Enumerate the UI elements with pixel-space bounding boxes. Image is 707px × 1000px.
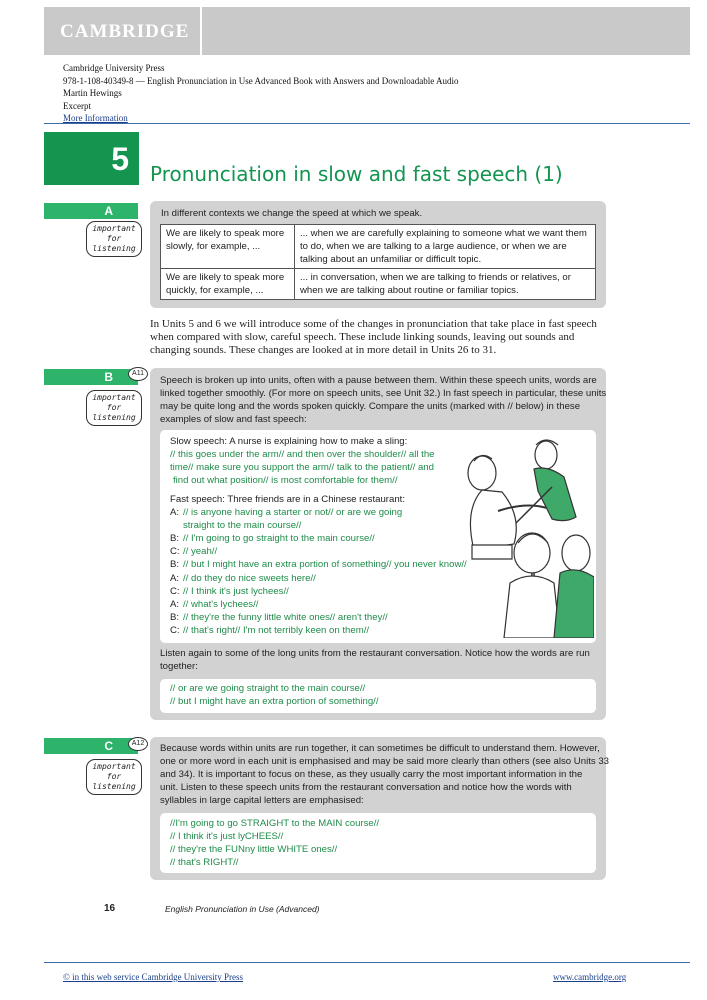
- table-cell: ... in conversation, when we are talking to friends or relatives, or when we are talking about routine or familiar topics.: [295, 269, 596, 300]
- section-b-letter: B: [104, 370, 113, 384]
- dialogue-line: C: // yeah//: [170, 546, 218, 558]
- cambridge-logo: CAMBRIDGE: [60, 21, 190, 42]
- audio-track-a11-icon[interactable]: A11: [128, 367, 148, 381]
- emphasis-examples: //I'm going to go STRAIGHT to the MAIN course// // I think it's just lyCHEES// // they're the FUNny little WHITE ones// // that's RIGHT//: [170, 818, 380, 869]
- dialogue-line: A: // what's lychees//: [170, 598, 259, 610]
- section-c-letter: C: [104, 739, 113, 753]
- excerpt-label: Excerpt: [63, 100, 91, 111]
- unit-title: Pronunciation in slow and fast speech (1): [150, 162, 563, 186]
- isbn-title: 978-1-108-40349-8 — English Pronunciation in Use Advanced Book with Answers and Downloadable Audio: [63, 75, 459, 86]
- website-link[interactable]: www.cambridge.org: [553, 972, 627, 982]
- section-b-tab: [44, 369, 138, 385]
- logo-box: [44, 7, 202, 55]
- run-together-examples: // or are we going straight to the main course// // but I might have an extra portion of something//: [170, 683, 379, 708]
- dialogue-line: A: // do they do nice sweets here//: [170, 572, 316, 584]
- dialogue-line: C: // that's right// I'm not terribly keen on them//: [170, 624, 370, 636]
- publisher: Cambridge University Press: [63, 63, 165, 73]
- footer-rule: [44, 962, 690, 963]
- copyright-link[interactable]: © in this web service Cambridge University Press: [63, 972, 244, 982]
- header-bar: [44, 7, 690, 55]
- table-row: [161, 225, 596, 269]
- book-title: English Pronunciation in Use (Advanced): [165, 904, 320, 914]
- fast-speech-example: [170, 493, 470, 637]
- page-number: 16: [104, 903, 116, 914]
- margin-note-c: important for listening: [86, 759, 142, 795]
- section-a-intro: In different contexts we change the speed at which we speak.: [161, 208, 423, 219]
- table-cell: We are likely to speak more slowly, for example, ...: [161, 225, 295, 269]
- section-a-tab: [44, 203, 138, 219]
- section-b-intro: Speech is broken up into units, often with a pause between them. Within these speech units, words are linked together smoothly. (For more on speech units, see Unit 32.) In fast speech in particular, these units may be quite long and the words spoken quickly. Compare the units (marked with // below) in these examples of slow and fast speech:: [160, 375, 607, 426]
- author: Martin Hewings: [63, 88, 122, 98]
- section-c-tab: [44, 738, 138, 754]
- illustration-nurse-and-diners: [452, 433, 594, 638]
- margin-note-b: important for listening: [86, 390, 142, 426]
- fast-speech-heading: Fast speech: Three friends are in a Chinese restaurant:: [170, 494, 405, 505]
- dialogue-line: C: // I think it's just lychees//: [170, 585, 289, 597]
- body-paragraph: In Units 5 and 6 we will introduce some of the changes in pronunciation that take place in fast speech when compared with slow, careful speech. These include linking sounds, leaving out sounds and changing sounds. These changes are looked at in more detail in Units 26 to 31.: [150, 318, 597, 357]
- more-information-link[interactable]: More Information: [63, 113, 128, 123]
- dialogue-line: B: // but I might have an extra portion of something// you never know//: [170, 559, 467, 571]
- margin-note-a: important for listening: [86, 221, 142, 257]
- dialogue-line: B: // I'm going to go straight to the main course//: [170, 533, 375, 545]
- unit-number-tab: [44, 132, 139, 185]
- table-cell: We are likely to speak more quickly, for example, ...: [161, 269, 295, 300]
- publication-info: [63, 62, 458, 125]
- table-row: [161, 269, 596, 300]
- table-cell: ... when we are carefully explaining to someone what we want them to do, when we are talking to a large audience, or when we are talking about an unfamiliar or difficult topic.: [295, 225, 596, 269]
- slow-speech-example: Slow speech: A nurse is explaining how to make a sling: // this goes under the arm// and then over the shoulder// all the time// make sure you support the arm// talk to the patient// and find out what position// is most comfortable for them//: [170, 435, 460, 487]
- speed-table: [160, 224, 596, 300]
- dialogue-line: B: // they're the funny little white ones// aren't they//: [170, 611, 388, 623]
- dialogue-line: A: // is anyone having a starter or not// or are we going: [170, 507, 403, 519]
- header-rule: [44, 123, 690, 124]
- unit-number: 5: [111, 141, 129, 177]
- section-c-intro: Because words within units are run together, it can sometimes be difficult to understand them. However, one or more word in each unit is emphasised and may be said more clearly than others (see also Units 33 and 34). It is important to focus on these, as they usually carry the most important information in the unit. Listen to these speech units from the restaurant conversation and notice how the words with syllables in large capital letters are emphasised:: [160, 743, 610, 807]
- dialogue-line: straight to the main course//: [183, 520, 302, 532]
- section-a-letter: A: [104, 204, 113, 218]
- audio-track-a12-icon[interactable]: A12: [128, 737, 148, 751]
- listen-again-text: Listen again to some of the long units from the restaurant conversation. Notice how the words are run together:: [160, 648, 590, 673]
- slow-speech-heading: Slow speech: A nurse is explaining how to make a sling:: [170, 436, 408, 447]
